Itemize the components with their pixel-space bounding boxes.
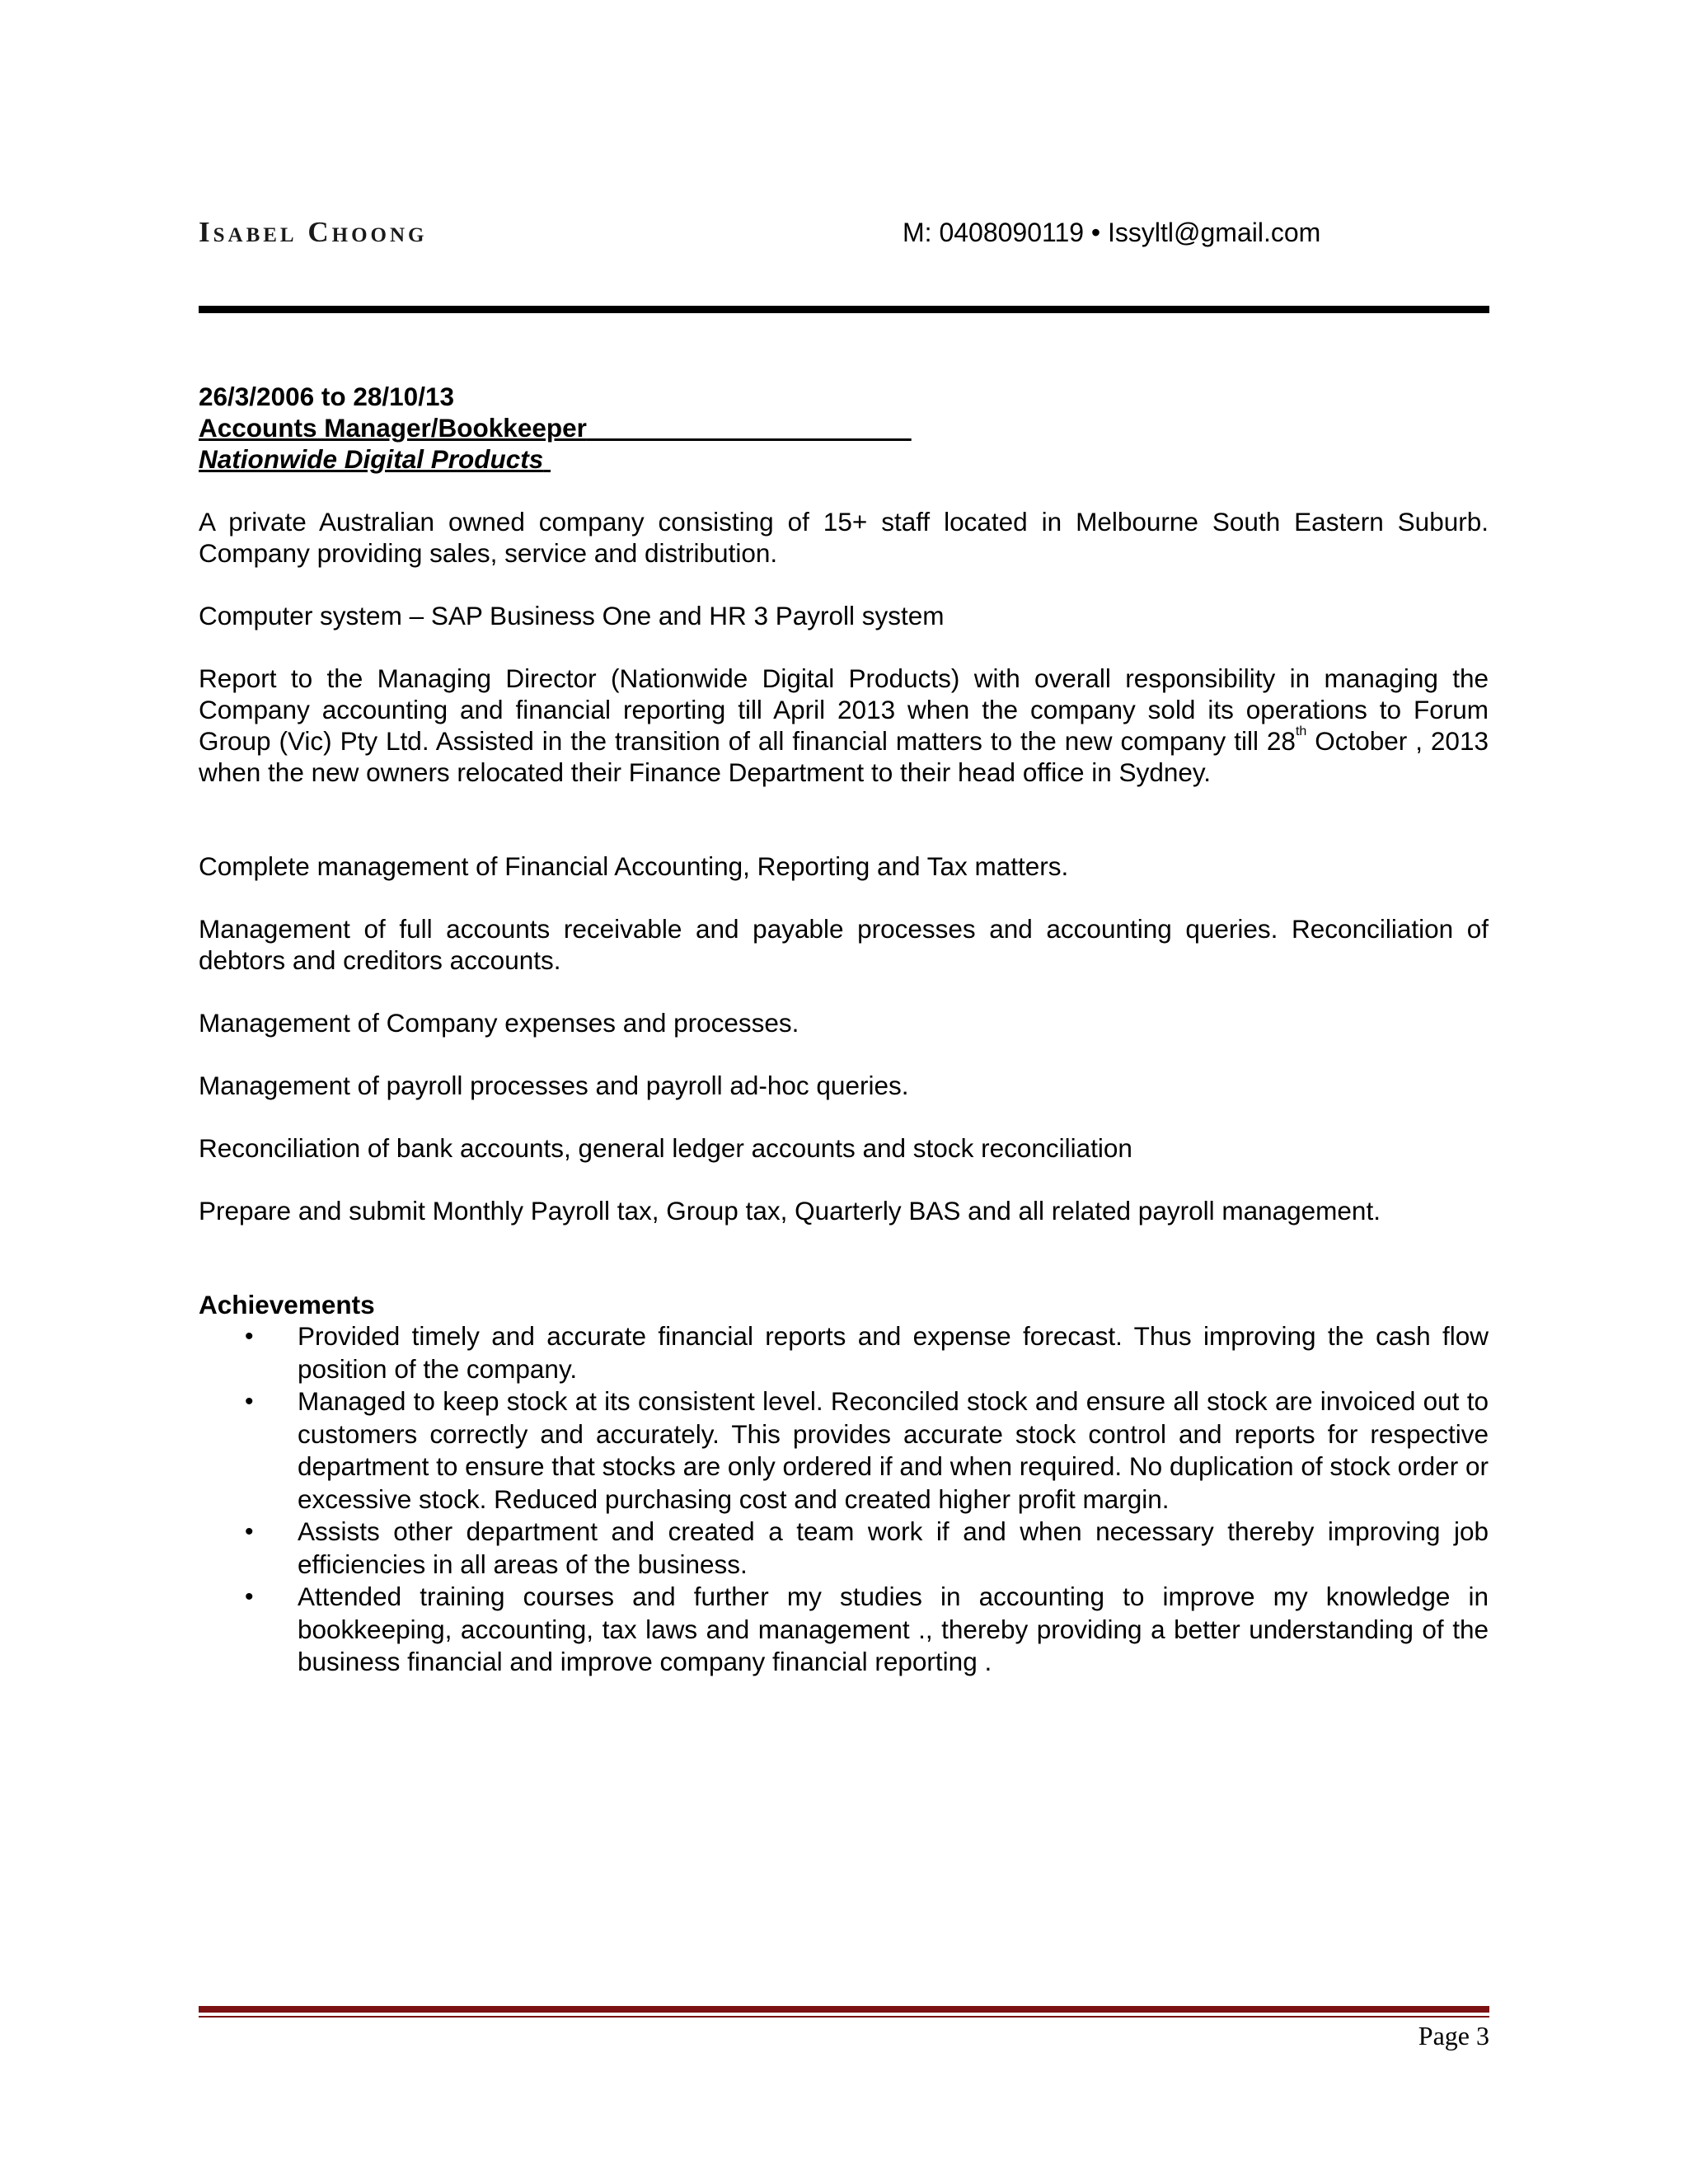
candidate-name: Isabel Choong bbox=[199, 216, 428, 248]
job-dates: 26/3/2006 to 28/10/13 bbox=[199, 382, 454, 411]
bullet-icon: • bbox=[245, 1388, 254, 1415]
achievement-item: • Provided timely and accurate financial reports and expense forecast. Thus improving the cash flow position of the company. bbox=[245, 1321, 1489, 1384]
job-title-underline-fill bbox=[587, 413, 912, 443]
achievement-item: • Managed to keep stock at its consistent level. Reconciled stock and ensure all stock are invoiced out to customers correctly and accurately. This provides accurate stock control and reports for respective department to ensure that stocks are only ordered if and when required. No duplication of stock order or excessive stock. Reduced purchasing cost and created higher profit margin. bbox=[245, 1386, 1489, 1514]
page-number: Page 3 bbox=[1418, 2021, 1489, 2050]
duty-item: Management of full accounts receivable and payable processes and accounting queries. Reconciliation of debtors and creditors accounts. bbox=[199, 914, 1489, 975]
duty-item: Prepare and submit Monthly Payroll tax, Group tax, Quarterly BAS and all related payroll management. bbox=[199, 1196, 1381, 1226]
footer-divider bbox=[199, 2006, 1489, 2013]
reporting-text-1: Report to the Managing Director (Nationwide Digital Products) with overall responsibility in managing the Company accounting and financial reporting till April 2013 when the company sold its operations to Forum Group (Vic) Pty Ltd. Assisted in the transition of all financial matters to the new company till 28 bbox=[199, 663, 1489, 756]
header-divider bbox=[199, 306, 1489, 313]
job-company: Nationwide Digital Products bbox=[199, 444, 544, 474]
company-description: A private Australian owned company consisting of 15+ staff located in Melbourne South Eastern Suburb. Company providing sales, service and distribution. bbox=[199, 507, 1489, 568]
page-header bbox=[199, 216, 1489, 255]
achievement-item: • Attended training courses and further my studies in accounting to improve my knowledge in bookkeeping, accounting, tax laws and management ., thereby providing a better understanding of the business financial and improve company financial reporting . bbox=[245, 1582, 1489, 1676]
achievement-item: • Assists other department and created a team work if and when necessary thereby improving job efficiencies in all areas of the business. bbox=[245, 1516, 1489, 1579]
job-section bbox=[199, 381, 1489, 1679]
achievements-list bbox=[199, 1320, 1489, 1679]
duty-item: Reconciliation of bank accounts, general ledger accounts and stock reconciliation bbox=[199, 1133, 1132, 1163]
job-company-underline-fill bbox=[543, 444, 551, 474]
achievements-heading: Achievements bbox=[199, 1290, 375, 1319]
reporting-text-2: October , 2013 when the new owners relocated their Finance Department to their head office in Sydney. bbox=[199, 726, 1489, 787]
bullet-icon: • bbox=[245, 1518, 254, 1545]
job-title: Accounts Manager/Bookkeeper bbox=[199, 413, 587, 443]
ordinal-superscript: th bbox=[1295, 724, 1307, 738]
duty-item: Complete management of Financial Accounting, Reporting and Tax matters. bbox=[199, 851, 1069, 881]
bullet-icon: • bbox=[245, 1583, 254, 1610]
footer-divider-thin bbox=[199, 2016, 1489, 2018]
duty-item: Management of Company expenses and processes. bbox=[199, 1008, 799, 1038]
computer-system: Computer system – SAP Business One and HR 3 Payroll system bbox=[199, 601, 945, 630]
bullet-icon: • bbox=[245, 1323, 254, 1350]
contact-info: M: 0408090119 • Issyltl@gmail.com bbox=[903, 218, 1321, 247]
duty-item: Management of payroll processes and payroll ad-hoc queries. bbox=[199, 1071, 909, 1100]
reporting-paragraph bbox=[199, 663, 1489, 788]
